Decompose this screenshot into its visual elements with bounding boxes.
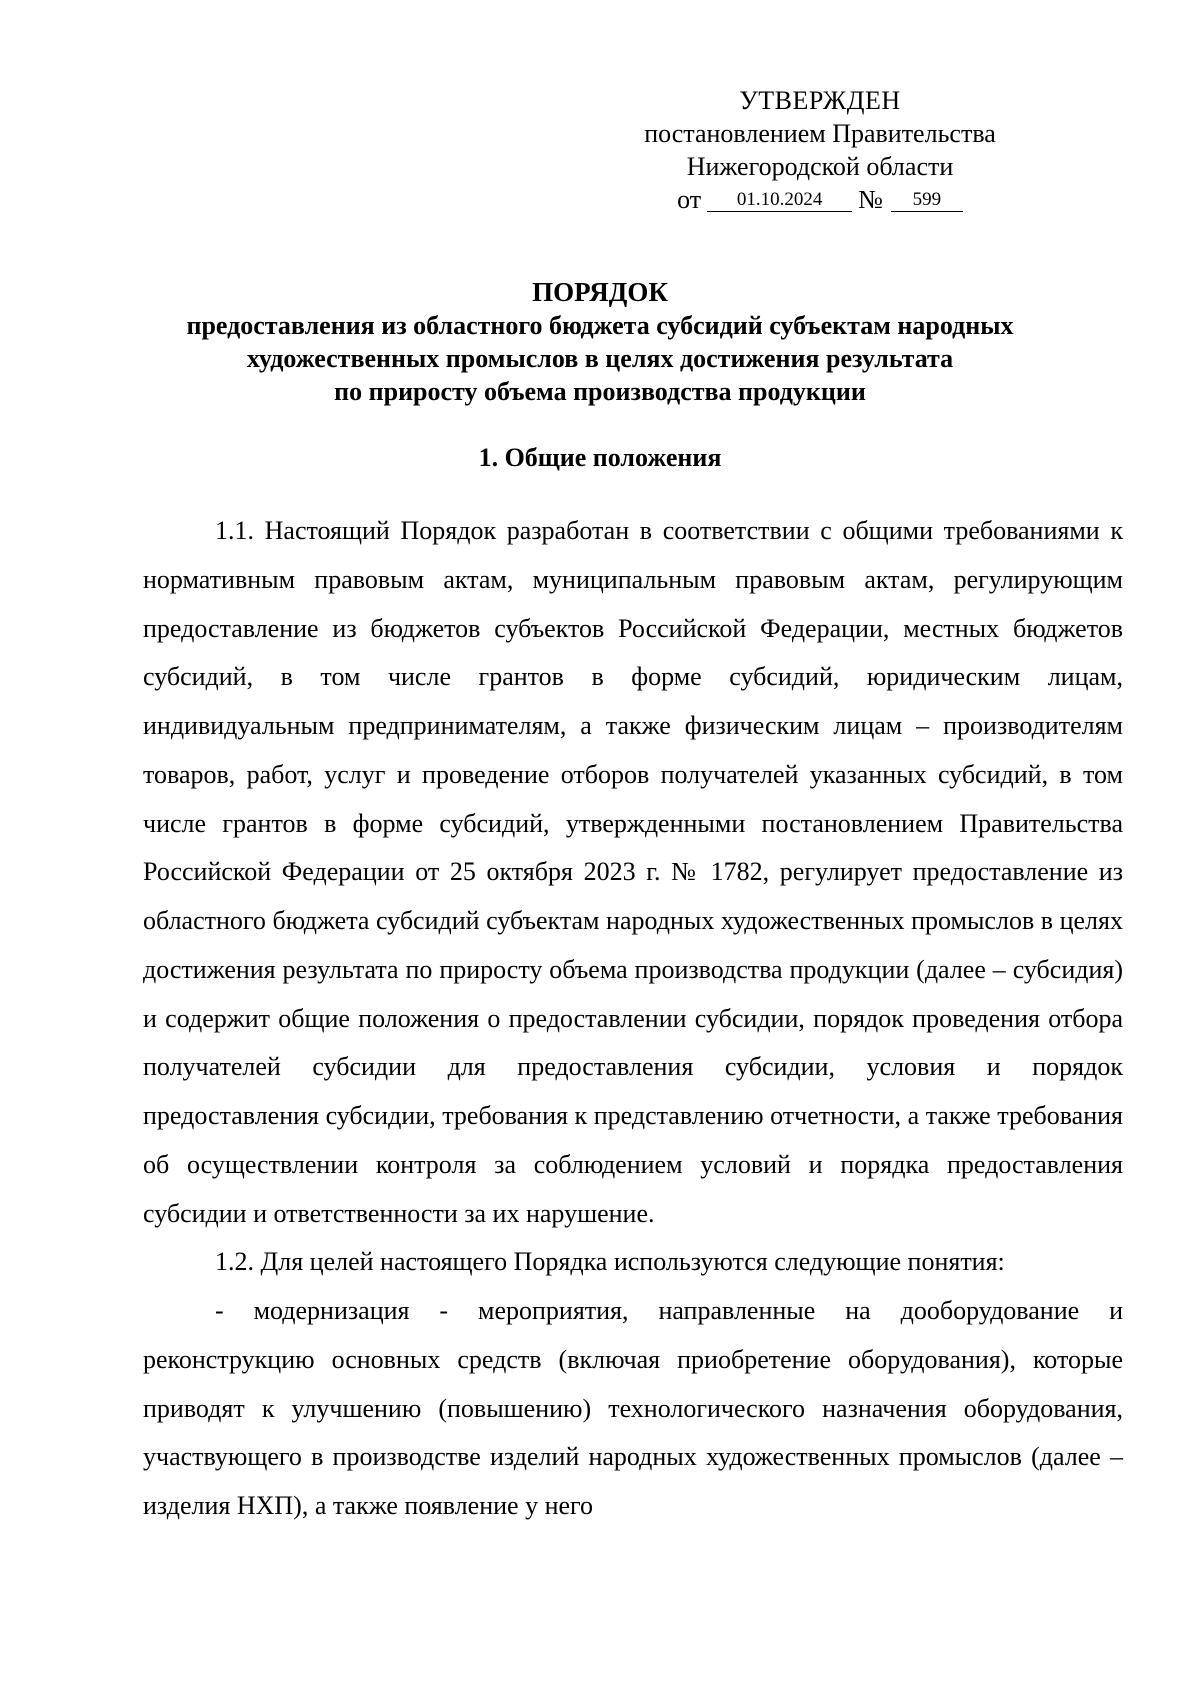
section-heading: 1. Общие положения [478, 443, 722, 472]
title-main: ПОРЯДОК [532, 277, 668, 307]
approval-line-1: постановлением Правительства [644, 119, 996, 148]
paragraph-1-1: 1.1. Настоящий Порядок разработан в соответствии с общими требованиями к нормативным правовым актам, муниципальным правовым актам, регулирующим предоставление из бюджетов субъектов Российской Федерации, местных бюджетов субсидий, в том числе грантов в форме субсидий, юридическим лицам, индивидуальным предпринимателям, а также физическим лицам – производителям товаров, работ, услуг и проведение отборов получателей указанных субсидий, в том числе грантов в форме субсидий, утвержденными постановлением Правительства Российской Федерации от 25 октября 2023 г. № 1782, регулирует предоставление из областного бюджета субсидий субъектам народных художественных промыслов в целях достижения результата по приросту объема производства продукции (далее – субсидия) и содержит общие положения о предоставлении субсидии, порядок проведения отбора получателей субсидии для предоставления субсидии, условия и порядок предоставления субсидии, требования к представлению отчетности, а также требования об осуществлении контроля за соблюдением условий и порядка предоставления субсидии и ответственности за их нарушение. [143, 516, 1123, 1228]
title-line-3: по приросту объема производства продукции [334, 377, 866, 406]
approval-date-line [605, 183, 1035, 216]
title-line-2: художественных промыслов в целях достижения результата [246, 344, 954, 373]
approval-block [605, 84, 1035, 216]
paragraph-definition-modernization: - модернизация - мероприятия, направленные на дооборудование и реконструкцию основных средств (включая приобретение оборудования), которые приводят к улучшению (повышению) технологического назначения оборудования, участвующего в производстве изделий народных художественных промыслов (далее – изделия НХП), а также появление у него [143, 1296, 1123, 1520]
title-line-1: предоставления из областного бюджета субсидий субъектам народных [186, 311, 1014, 340]
approval-number: 599 [891, 189, 963, 212]
number-label: № [858, 185, 883, 214]
paragraph-1-2: 1.2. Для целей настоящего Порядка используются следующие понятия: [215, 1247, 1005, 1277]
approval-date: 01.10.2024 [707, 189, 852, 212]
body-text [143, 507, 1123, 1531]
document-title [130, 276, 1070, 408]
approval-heading: УТВЕРЖДЕН [739, 86, 901, 115]
approval-line-2: Нижегородской области [686, 152, 954, 181]
from-label: от [677, 185, 702, 214]
